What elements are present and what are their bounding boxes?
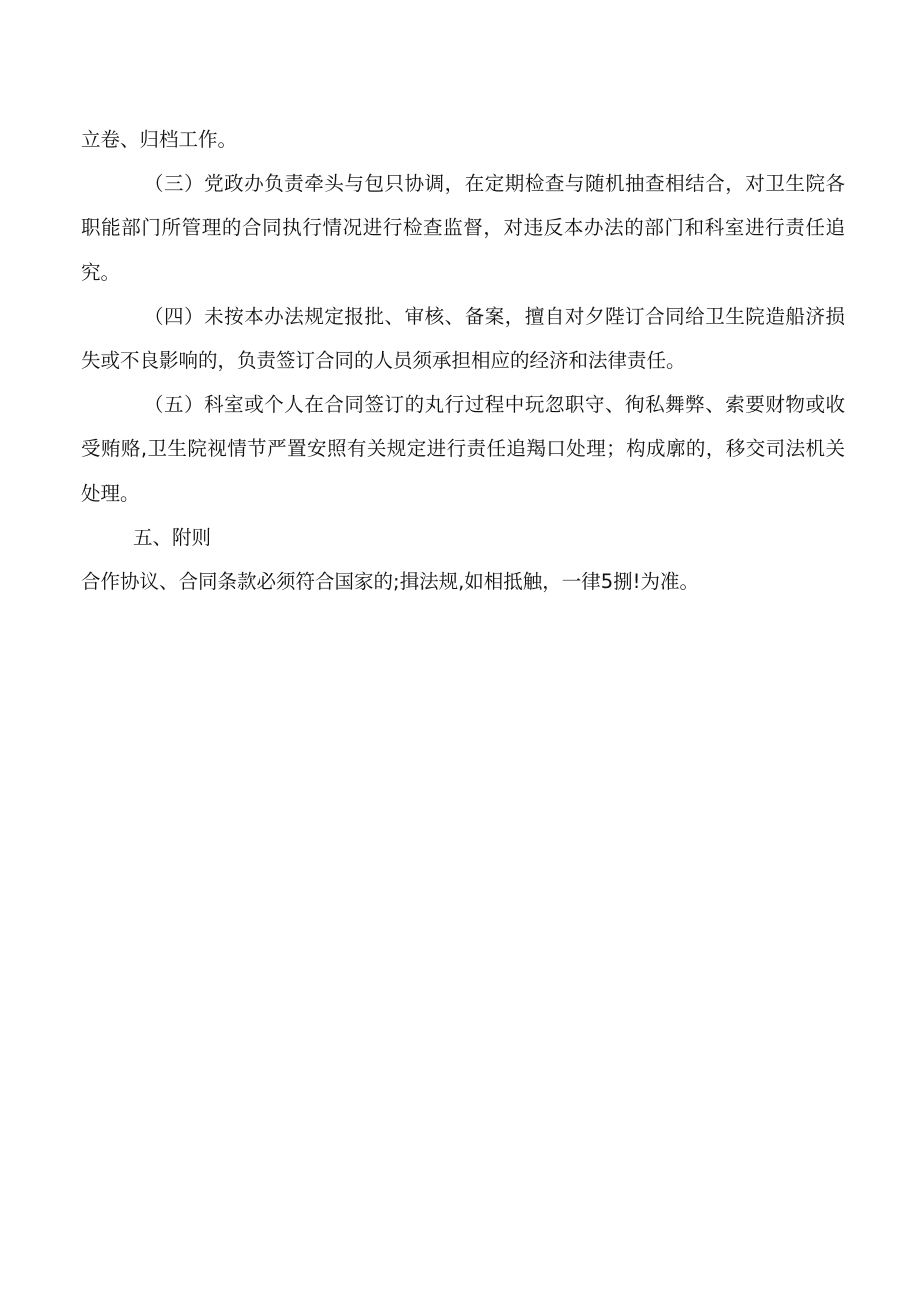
document-body <box>81 118 845 604</box>
paragraph-clause-three: （三）党政办负责牵头与包只协调，在定期检查与随机抽查相结合，对卫生院各职能部门所管理的合同执行情况进行检查监督，对违反本办法的部门和科室进行责任追究。 <box>81 172 845 284</box>
paragraph-supplementary-provision: 合作协议、合同条款必须符合国家的;揖法规,如相抵触，一律5捌!为准。 <box>81 570 699 594</box>
paragraph-clause-four: （四）未按本办法规定报批、审核、备案，擅自对夕陛订合同给卫生院造船济损失或不良影响的，负责签订合同的人员须承担相应的经济和法律责任。 <box>81 304 845 373</box>
paragraph-archiving-continuation: 立卷、归档工作。 <box>81 128 238 151</box>
paragraph-clause-five: （五）科室或个人在合同签订的丸行过程中玩忽职守、徇私舞弊、索要财物或收受贿赂,卫生院视情节严置安照有关规定进行责任追羯口处理；构成廓的，移交司法机关处理。 <box>81 393 845 505</box>
section-heading-supplementary: 五、附则 <box>133 525 212 549</box>
